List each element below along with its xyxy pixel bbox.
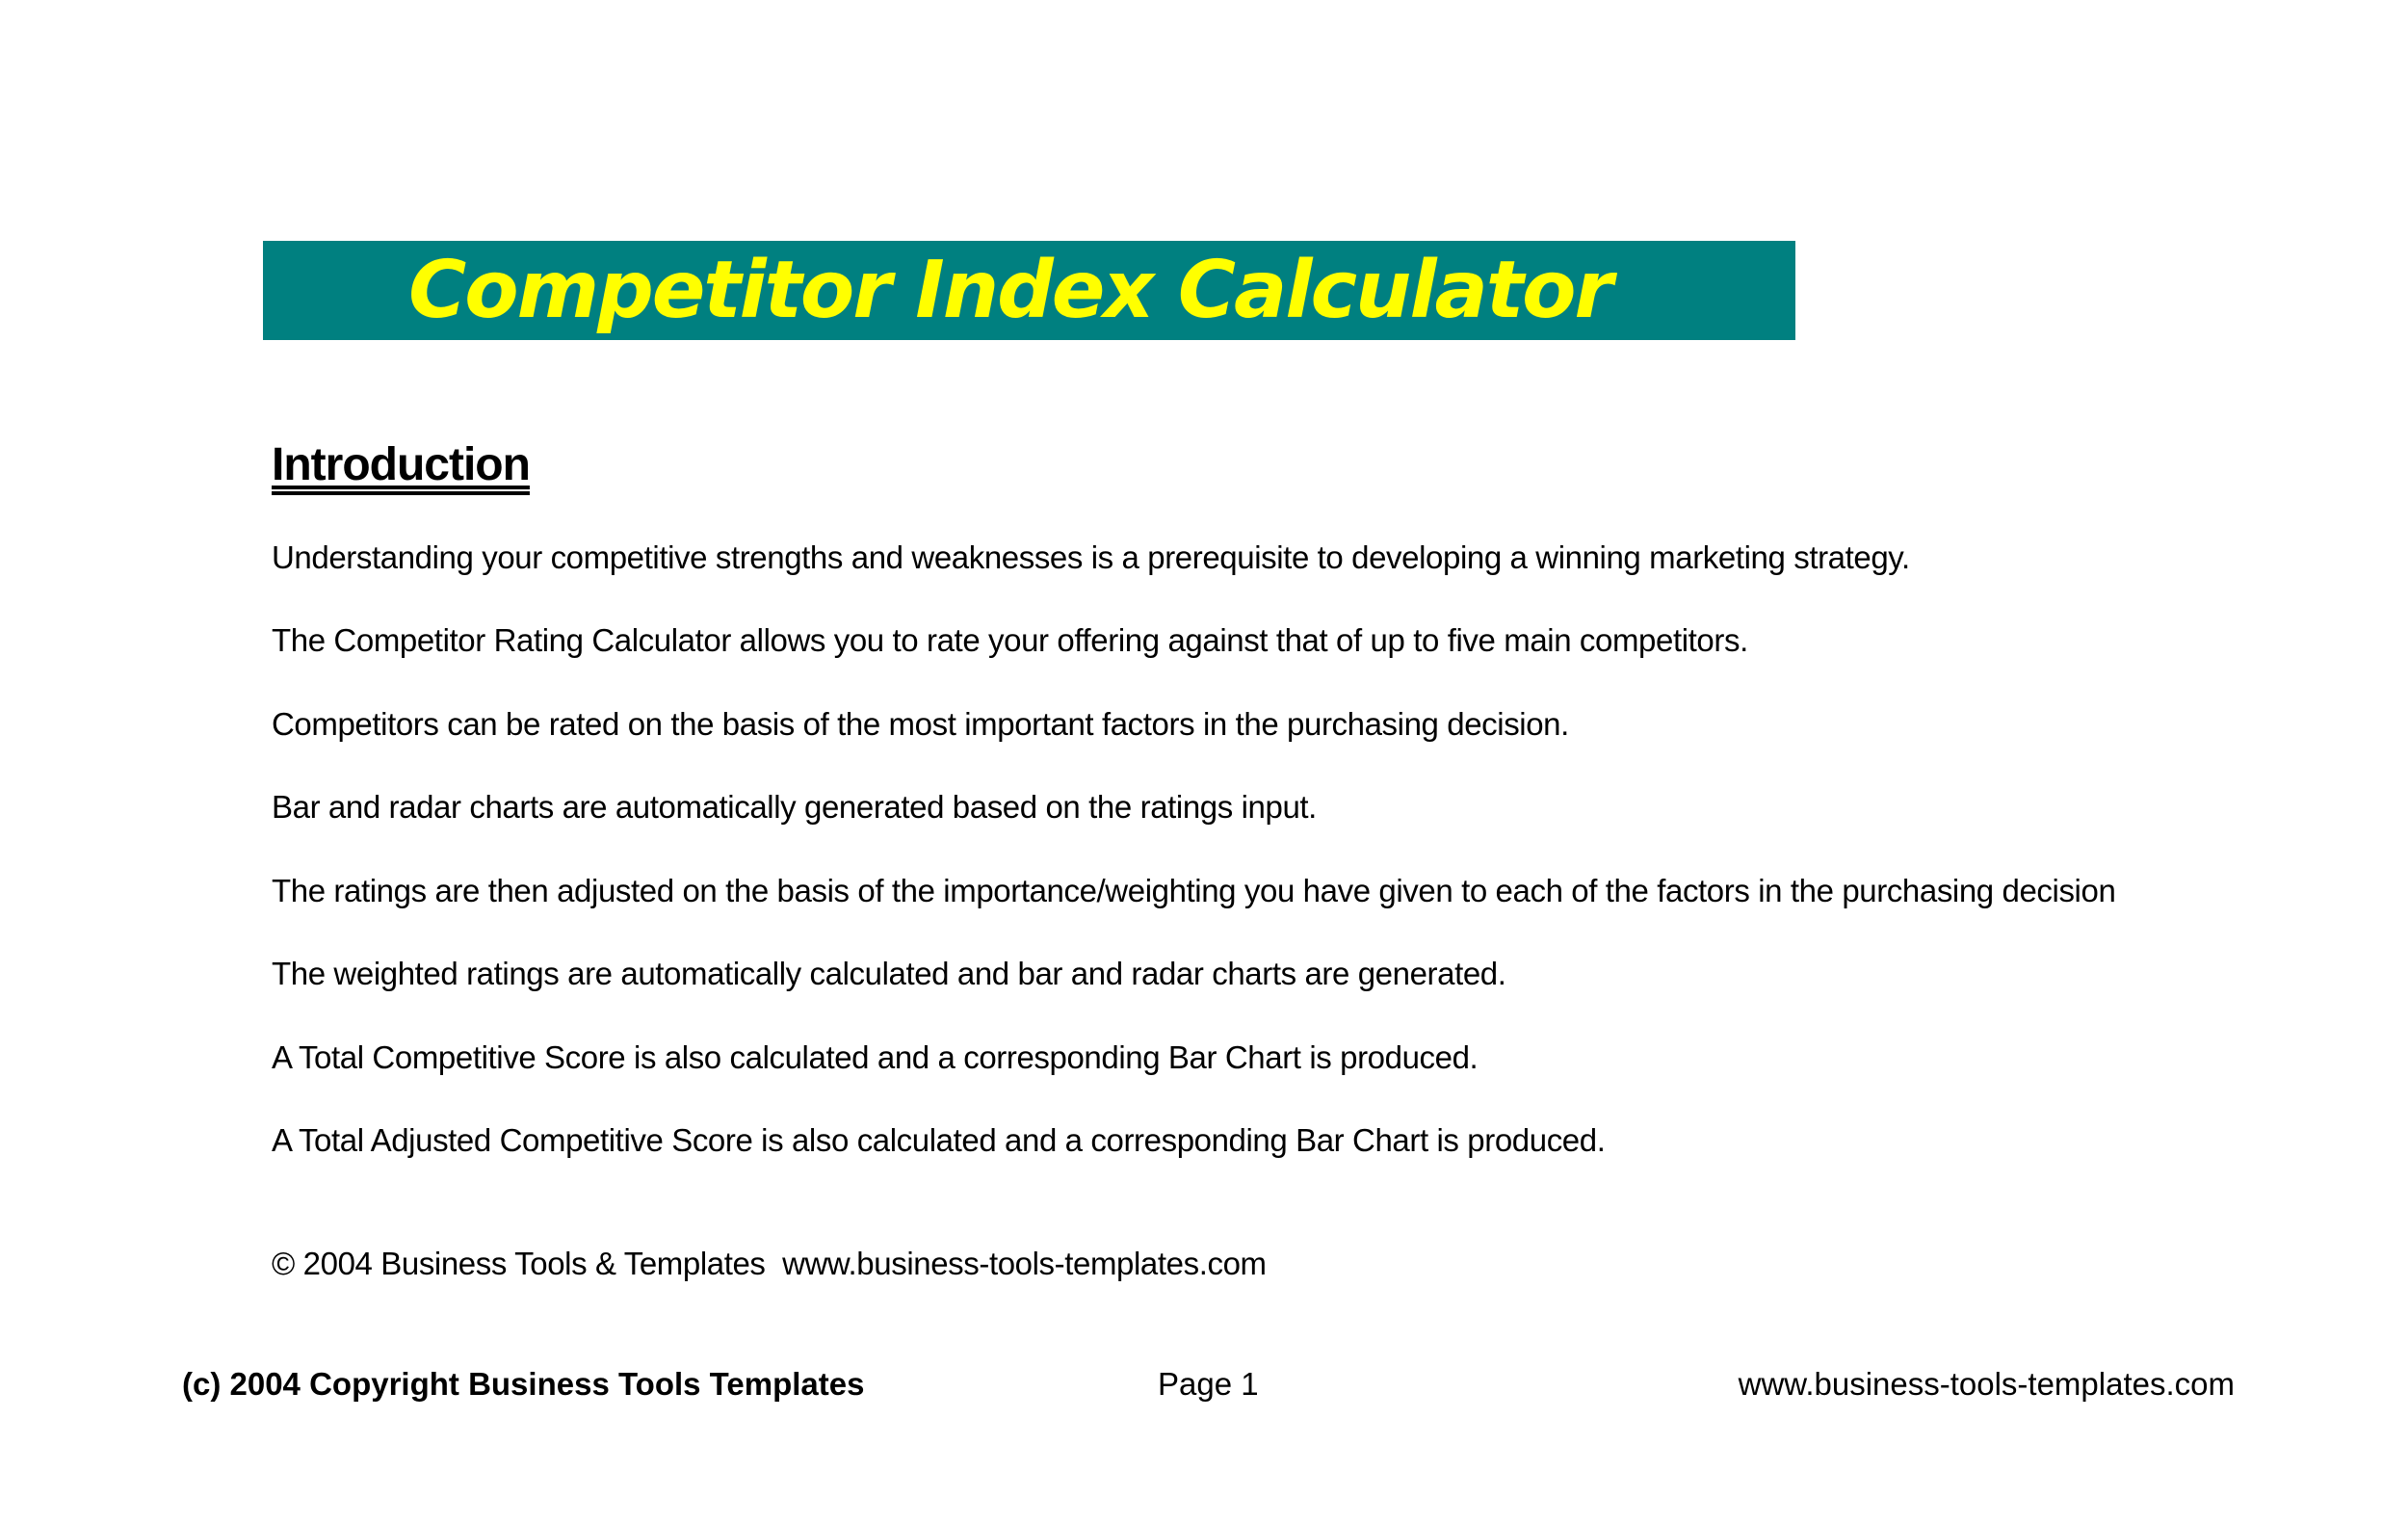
intro-paragraph: Understanding your competitive strengths and weaknesses is a prerequisite to developing a winning marketing strategy. (272, 539, 1910, 575)
intro-paragraph: Bar and radar charts are automatically generated based on the ratings input. (272, 789, 1317, 825)
section-heading-introduction: Introduction (272, 439, 530, 490)
title-banner (263, 241, 1795, 340)
intro-paragraph: A Total Competitive Score is also calculated and a corresponding Bar Chart is produced. (272, 1039, 1479, 1075)
intro-paragraph: The ratings are then adjusted on the basis of the importance/weighting you have given to each of the factors in the purchasing decision (272, 873, 2116, 908)
intro-paragraph: A Total Adjusted Competitive Score is also calculated and a corresponding Bar Chart is produced. (272, 1122, 1606, 1158)
page-title: Competitor Index Calculator (408, 245, 1611, 336)
footer-copyright: (c) 2004 Copyright Business Tools Templates (182, 1366, 865, 1402)
intro-paragraph: Competitors can be rated on the basis of the most important factors in the purchasing decision. (272, 706, 1569, 742)
footer-website: www.business-tools-templates.com (1738, 1366, 2235, 1402)
footer-page-number: Page 1 (1158, 1366, 1259, 1402)
copyright-line: © 2004 Business Tools & Templates www.business-tools-templates.com (272, 1246, 1267, 1281)
intro-paragraph: The Competitor Rating Calculator allows you to rate your offering against that of up to five main competitors. (272, 622, 1748, 658)
intro-paragraph: The weighted ratings are automatically calculated and bar and radar charts are generated. (272, 956, 1506, 991)
